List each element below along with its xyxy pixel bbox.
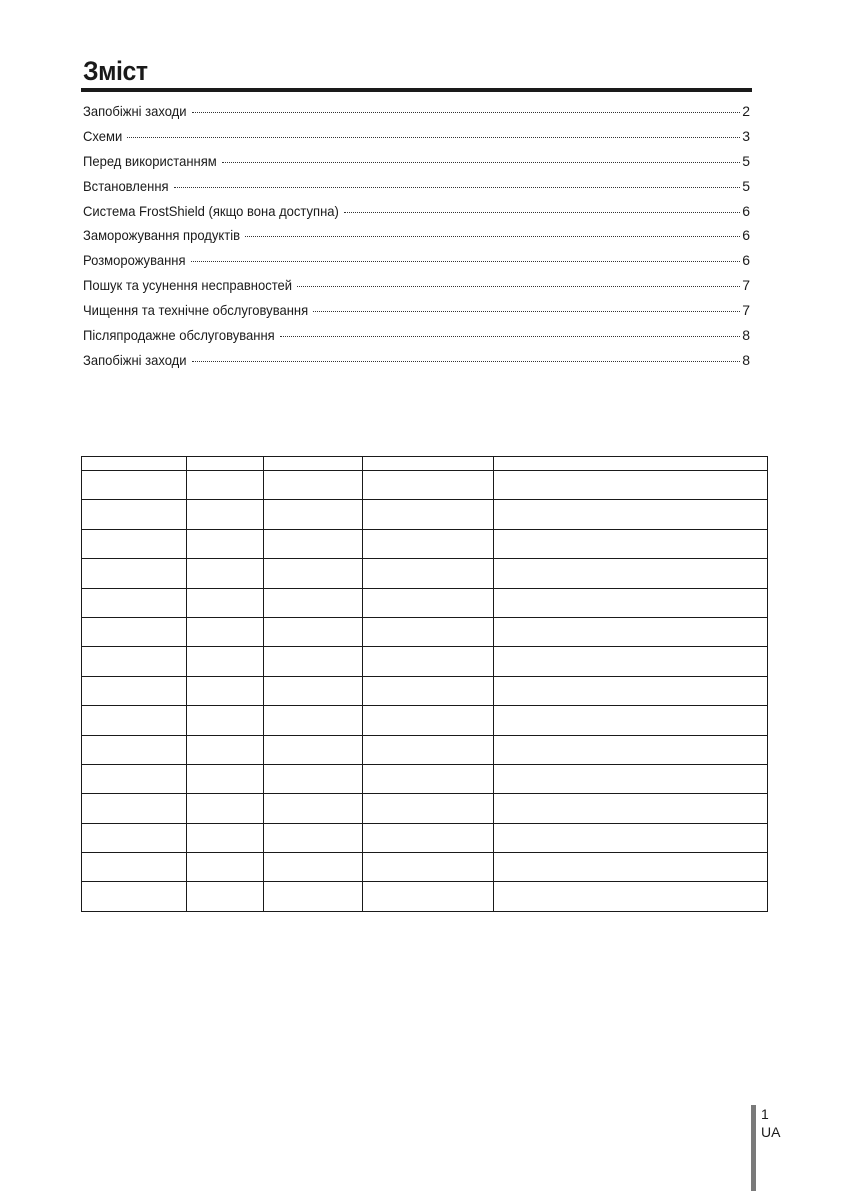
table-cell	[82, 529, 187, 558]
table-cell	[187, 617, 264, 646]
table-row	[82, 588, 768, 617]
toc-entry-label: Схеми	[83, 127, 123, 144]
toc-entry[interactable]	[83, 273, 750, 298]
table-cell	[494, 794, 768, 823]
toc-dot-leader	[280, 336, 740, 337]
toc-entry-page: 5	[742, 152, 750, 169]
toc-entry-page: 6	[742, 202, 750, 219]
table-cell	[494, 471, 768, 500]
table-cell	[264, 500, 363, 529]
toc-dot-leader	[127, 137, 740, 138]
toc-entry-page: 8	[742, 327, 750, 344]
table-row	[82, 882, 768, 911]
table-cell	[264, 559, 363, 588]
table-cell	[494, 588, 768, 617]
table-cell	[82, 853, 187, 882]
table-cell	[264, 764, 363, 793]
table-cell	[264, 853, 363, 882]
table-cell	[187, 559, 264, 588]
toc-dot-leader	[297, 286, 740, 287]
table-cell	[82, 706, 187, 735]
toc-entry[interactable]	[83, 348, 750, 373]
table-cell	[187, 647, 264, 676]
table-cell	[363, 529, 494, 558]
table-cell	[264, 676, 363, 705]
table-cell	[264, 529, 363, 558]
page-title: Зміст	[83, 56, 148, 86]
table-cell	[82, 676, 187, 705]
toc-entry-label: Встановлення	[83, 177, 169, 194]
toc-entry-page: 7	[742, 277, 750, 294]
table-header-row	[82, 457, 768, 471]
table-cell	[264, 617, 363, 646]
table-cell	[494, 764, 768, 793]
table-cell	[264, 588, 363, 617]
table-cell	[264, 823, 363, 852]
table-cell	[494, 823, 768, 852]
toc-dot-leader	[245, 236, 740, 237]
table-row	[82, 764, 768, 793]
toc-entry-page: 7	[742, 302, 750, 319]
table-cell	[82, 647, 187, 676]
language-code: UA	[761, 1124, 781, 1140]
table-cell	[264, 735, 363, 764]
toc-entry-label: Розморожування	[83, 252, 186, 269]
table-cell	[363, 588, 494, 617]
toc-entry[interactable]	[83, 124, 750, 149]
table-cell	[187, 882, 264, 911]
toc-entry-page: 2	[742, 103, 750, 119]
table-cell	[494, 617, 768, 646]
table-cell	[363, 559, 494, 588]
toc-entry-page: 5	[742, 177, 750, 194]
table-cell	[363, 617, 494, 646]
page-number: 1	[761, 1106, 769, 1122]
toc-dot-leader	[192, 112, 741, 113]
toc-dot-leader	[344, 212, 740, 213]
toc-entry[interactable]	[83, 149, 750, 174]
toc-entry[interactable]	[83, 199, 750, 224]
table-cell	[82, 559, 187, 588]
table-cell	[187, 529, 264, 558]
table-cell	[187, 676, 264, 705]
empty-grid-table	[81, 456, 768, 912]
table-cell	[494, 853, 768, 882]
table-cell	[187, 457, 264, 471]
table-row	[82, 676, 768, 705]
toc-entry[interactable]	[83, 248, 750, 273]
toc-entry-label: Запобіжні заходи	[83, 351, 187, 368]
table-cell	[82, 882, 187, 911]
table-row	[82, 500, 768, 529]
table-row	[82, 617, 768, 646]
table-cell	[82, 588, 187, 617]
toc-entry-label: Система FrostShield (якщо вона доступна)	[83, 202, 339, 219]
table-cell	[363, 853, 494, 882]
toc-entry-page: 6	[742, 227, 750, 244]
table-cell	[187, 853, 264, 882]
table-cell	[494, 647, 768, 676]
table-cell	[494, 735, 768, 764]
table-cell	[82, 764, 187, 793]
table-cell	[82, 471, 187, 500]
table-cell	[363, 794, 494, 823]
toc-entry-page: 6	[742, 252, 750, 269]
table-cell	[494, 529, 768, 558]
table-row	[82, 647, 768, 676]
toc-dot-leader	[191, 261, 741, 262]
table-cell	[82, 823, 187, 852]
table-cell	[187, 471, 264, 500]
table-cell	[264, 706, 363, 735]
toc-entry-label: Запобіжні заходи	[83, 103, 187, 119]
table-cell	[494, 882, 768, 911]
table-row	[82, 853, 768, 882]
table-cell	[363, 457, 494, 471]
toc-dot-leader	[192, 361, 741, 362]
toc-entry[interactable]	[83, 298, 750, 323]
table-cell	[363, 706, 494, 735]
table-cell	[363, 676, 494, 705]
table-cell	[363, 823, 494, 852]
table-row	[82, 735, 768, 764]
table-cell	[494, 457, 768, 471]
toc-entry-label: Перед використанням	[83, 152, 217, 169]
table-cell	[363, 882, 494, 911]
table-cell	[494, 706, 768, 735]
table-row	[82, 794, 768, 823]
table-row	[82, 471, 768, 500]
table-cell	[187, 500, 264, 529]
table-cell	[363, 500, 494, 529]
table-cell	[82, 500, 187, 529]
table-cell	[82, 617, 187, 646]
table-cell	[363, 735, 494, 764]
toc-dot-leader	[222, 162, 740, 163]
table-cell	[264, 882, 363, 911]
table-cell	[264, 794, 363, 823]
table-row	[82, 559, 768, 588]
table-cell	[363, 647, 494, 676]
table-cell	[187, 794, 264, 823]
table-cell	[187, 706, 264, 735]
table-cell	[187, 735, 264, 764]
toc-entry-page: 3	[742, 127, 750, 144]
toc-entry[interactable]	[83, 323, 750, 348]
toc-entry[interactable]	[83, 223, 750, 248]
table-cell	[82, 457, 187, 471]
toc-entry[interactable]	[83, 99, 750, 124]
table-cell	[494, 676, 768, 705]
table-of-contents	[83, 99, 750, 373]
table-row	[82, 706, 768, 735]
table-cell	[363, 471, 494, 500]
table-cell	[264, 471, 363, 500]
table-cell	[82, 794, 187, 823]
page-edge-bar	[751, 1105, 756, 1191]
table-row	[82, 823, 768, 852]
table-cell	[264, 647, 363, 676]
table-cell	[363, 764, 494, 793]
toc-entry-label: Заморожування продуктів	[83, 227, 241, 244]
toc-entry-label: Післяпродажне обслуговування	[83, 327, 275, 344]
table-cell	[187, 764, 264, 793]
table-cell	[494, 500, 768, 529]
table-cell	[82, 735, 187, 764]
table-cell	[187, 588, 264, 617]
toc-entry[interactable]	[83, 174, 750, 199]
toc-entry-label: Пошук та усунення несправностей	[83, 277, 293, 294]
toc-dot-leader	[174, 187, 741, 188]
table-row	[82, 529, 768, 558]
toc-entry-page: 8	[742, 351, 750, 368]
table-cell	[187, 823, 264, 852]
toc-dot-leader	[313, 311, 740, 312]
toc-entry-label: Чищення та технічне обслуговування	[83, 302, 309, 319]
title-underline	[81, 88, 752, 92]
table-cell	[264, 457, 363, 471]
table-cell	[494, 559, 768, 588]
